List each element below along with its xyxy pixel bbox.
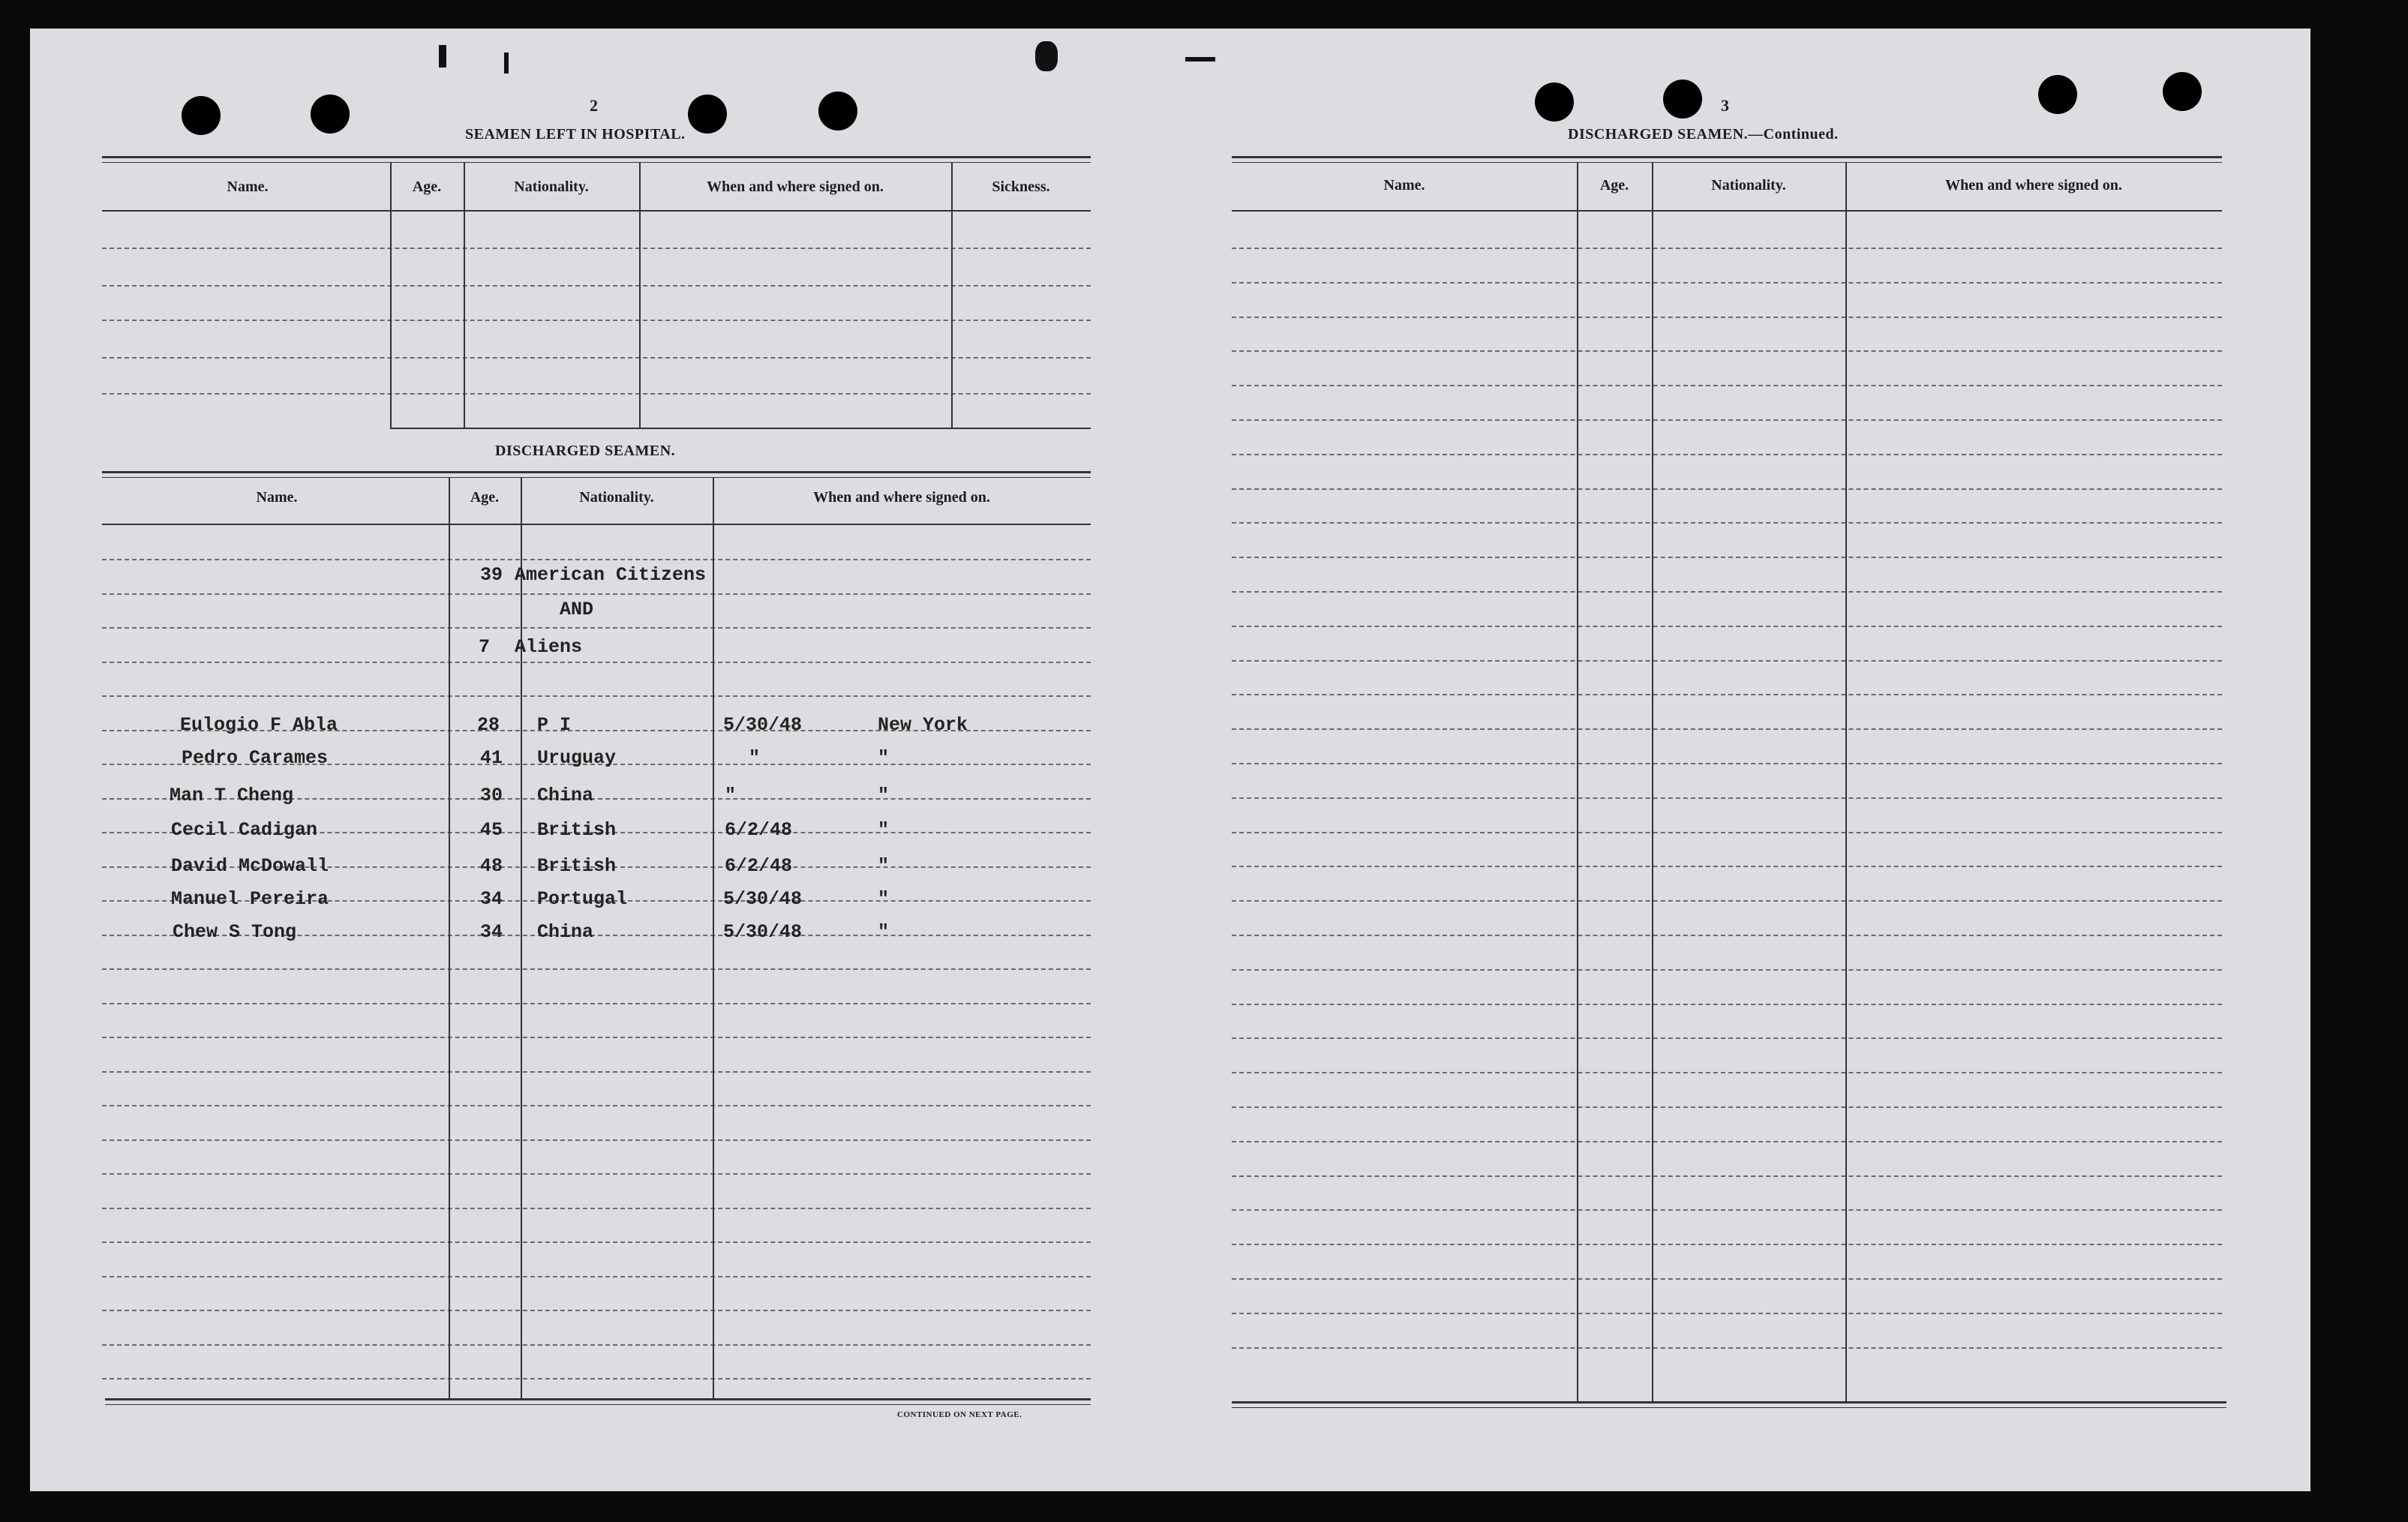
seaman-age: 28 xyxy=(477,714,500,736)
seaman-name: David McDowall xyxy=(171,855,329,877)
continued-footer: CONTINUED ON NEXT PAGE. xyxy=(897,1410,1022,1419)
ruled-line xyxy=(1232,763,2222,764)
seaman-name: Manuel Pereira xyxy=(171,888,329,910)
rule xyxy=(1232,210,2222,212)
punch-hole xyxy=(2163,72,2202,111)
col-header-nationality: Nationality. xyxy=(1711,177,1786,194)
col-header-age: Age. xyxy=(470,489,500,506)
column-rule xyxy=(1652,162,1653,1401)
col-header-signed-on: When and where signed on. xyxy=(1945,177,2122,194)
scan-speck xyxy=(1035,41,1058,71)
ruled-line xyxy=(1232,454,2222,455)
ruled-line xyxy=(1232,1347,2222,1349)
ruled-line xyxy=(102,1276,1091,1277)
ruled-line xyxy=(1232,797,2222,799)
ruled-line xyxy=(1232,660,2222,662)
ruled-line xyxy=(102,968,1091,970)
rule xyxy=(102,471,1091,473)
ruled-line xyxy=(1232,419,2222,421)
ruled-line xyxy=(1232,385,2222,386)
column-rule xyxy=(449,477,450,1398)
seaman-signed-place: " xyxy=(878,819,890,841)
rule xyxy=(102,162,1091,163)
col-header-signed-on: When and where signed on. xyxy=(707,179,884,195)
ruled-line xyxy=(1232,1141,2222,1142)
ruled-line xyxy=(102,1173,1091,1175)
col-header-name: Name. xyxy=(1383,177,1425,194)
ruled-line xyxy=(1232,1313,2222,1314)
seaman-nationality: P I xyxy=(537,714,572,736)
ruled-line xyxy=(1232,935,2222,936)
column-rule xyxy=(639,162,641,429)
col-header-name: Name. xyxy=(227,179,269,195)
summary-nationality: AND xyxy=(560,599,594,620)
ruled-line xyxy=(1232,282,2222,284)
ruled-line xyxy=(1232,1278,2222,1280)
ruled-line xyxy=(1232,1004,2222,1005)
ruled-line xyxy=(1232,900,2222,902)
ruled-line xyxy=(1232,1037,2222,1039)
ruled-line xyxy=(102,1310,1091,1311)
seaman-nationality: British xyxy=(537,855,617,877)
ruled-line xyxy=(1232,1175,2222,1177)
ruled-line xyxy=(102,627,1091,629)
seaman-signed-place: " xyxy=(878,888,890,910)
ruled-line xyxy=(102,1105,1091,1106)
scan-speck xyxy=(439,45,446,68)
column-rule xyxy=(951,162,953,429)
ruled-line xyxy=(1232,1209,2222,1211)
ruled-line xyxy=(1232,1244,2222,1245)
hospital-section-title: SEAMEN LEFT IN HOSPITAL. xyxy=(465,126,686,143)
seaman-nationality: Portugal xyxy=(537,888,628,910)
rule xyxy=(105,1398,1091,1400)
seaman-name: Eulogio F Abla xyxy=(180,714,338,736)
col-header-nationality: Nationality. xyxy=(579,489,654,506)
seaman-nationality: Uruguay xyxy=(537,747,617,769)
rule xyxy=(1232,1407,2226,1408)
ruled-line xyxy=(102,1344,1091,1346)
seaman-name: Cecil Cadigan xyxy=(171,819,318,841)
seaman-signed-date: 5/30/48 xyxy=(723,714,803,736)
seaman-name: Chew S Tong xyxy=(173,921,297,943)
ruled-line xyxy=(102,1037,1091,1038)
ruled-line xyxy=(1232,248,2222,249)
ruled-line xyxy=(1232,488,2222,490)
seaman-age: 41 xyxy=(480,747,503,769)
ruled-line xyxy=(102,1378,1091,1379)
ruled-line xyxy=(102,320,1091,321)
discharged-section-title: DISCHARGED SEAMEN. xyxy=(495,443,676,459)
col-header-age: Age. xyxy=(412,179,442,195)
seaman-name: Man T Cheng xyxy=(170,785,294,806)
discharged-continued-title: DISCHARGED SEAMEN.—Continued. xyxy=(1568,126,1839,143)
ruled-line xyxy=(1232,694,2222,695)
ruled-line xyxy=(1232,317,2222,318)
ruled-line xyxy=(1232,350,2222,352)
col-header-age: Age. xyxy=(1599,177,1629,194)
ruled-line xyxy=(1232,969,2222,971)
ruled-line xyxy=(1232,522,2222,524)
seaman-signed-place: " xyxy=(878,785,890,806)
col-header-nationality: Nationality. xyxy=(514,179,589,195)
ruled-line xyxy=(102,248,1091,249)
ruled-line xyxy=(1232,728,2222,730)
ruled-line xyxy=(102,357,1091,359)
rule xyxy=(390,428,1091,429)
rule xyxy=(105,1404,1091,1405)
col-header-name: Name. xyxy=(256,489,298,506)
ruled-line xyxy=(1232,591,2222,593)
ruled-line xyxy=(1232,832,2222,833)
seaman-age: 45 xyxy=(480,819,503,841)
seaman-signed-place: " xyxy=(878,855,890,877)
ruled-line xyxy=(1232,1106,2222,1108)
rule xyxy=(1232,1401,2226,1403)
page-number: 2 xyxy=(590,96,598,115)
ruled-line xyxy=(1232,866,2222,867)
seaman-signed-place: " xyxy=(878,921,890,943)
ruled-line xyxy=(102,285,1091,287)
scan-speck xyxy=(504,53,509,74)
seaman-nationality: China xyxy=(537,785,594,806)
summary-nationality: American Citizens xyxy=(515,564,707,586)
ruled-line xyxy=(102,662,1091,663)
seaman-age: 48 xyxy=(480,855,503,877)
seaman-age: 30 xyxy=(480,785,503,806)
summary-nationality: Aliens xyxy=(515,636,583,658)
scan-speck xyxy=(1185,57,1215,62)
rule xyxy=(102,156,1091,158)
seaman-signed-place: New York xyxy=(878,714,968,736)
ruled-line xyxy=(102,393,1091,395)
seaman-signed-date: 6/2/48 xyxy=(725,855,793,877)
ruled-line xyxy=(102,1241,1091,1243)
seaman-signed-date: 6/2/48 xyxy=(725,819,793,841)
rule xyxy=(102,524,1091,525)
rule xyxy=(1232,162,2222,163)
seaman-signed-date: " xyxy=(749,747,761,769)
ruled-line xyxy=(102,1003,1091,1004)
ruled-line xyxy=(102,1208,1091,1209)
punch-hole xyxy=(1663,80,1702,119)
punch-hole xyxy=(688,95,727,134)
column-rule xyxy=(1577,162,1578,1401)
col-header-signed-on: When and where signed on. xyxy=(813,489,990,506)
ruled-line xyxy=(102,1071,1091,1073)
column-rule xyxy=(521,477,522,1398)
ruled-line xyxy=(102,559,1091,560)
column-rule xyxy=(390,162,392,429)
seaman-name: Pedro Carames xyxy=(182,747,329,769)
seaman-signed-place: " xyxy=(878,747,890,769)
punch-hole xyxy=(2038,75,2077,114)
seaman-signed-date: 5/30/48 xyxy=(723,921,803,943)
column-rule xyxy=(1845,162,1847,1401)
ruled-line xyxy=(1232,557,2222,558)
seaman-age: 34 xyxy=(480,888,503,910)
punch-hole xyxy=(1535,83,1574,122)
punch-hole xyxy=(311,95,350,134)
ruled-line xyxy=(1232,626,2222,627)
rule xyxy=(102,477,1091,478)
col-header-sickness: Sickness. xyxy=(992,179,1050,195)
summary-age: 7 xyxy=(479,636,491,658)
column-rule xyxy=(464,162,465,429)
ruled-line xyxy=(102,695,1091,697)
summary-age: 39 xyxy=(480,564,503,586)
seaman-nationality: China xyxy=(537,921,594,943)
seaman-age: 34 xyxy=(480,921,503,943)
rule xyxy=(102,210,1091,212)
punch-hole xyxy=(182,96,221,135)
ruled-line xyxy=(102,593,1091,595)
rule xyxy=(1232,156,2222,158)
ruled-line xyxy=(1232,1072,2222,1073)
page-number: 3 xyxy=(1721,96,1729,115)
seaman-signed-date: 5/30/48 xyxy=(723,888,803,910)
seaman-nationality: British xyxy=(537,819,617,841)
ruled-line xyxy=(102,1139,1091,1141)
column-rule xyxy=(713,477,714,1398)
seaman-signed-date: " xyxy=(725,785,737,806)
punch-hole xyxy=(818,92,857,131)
